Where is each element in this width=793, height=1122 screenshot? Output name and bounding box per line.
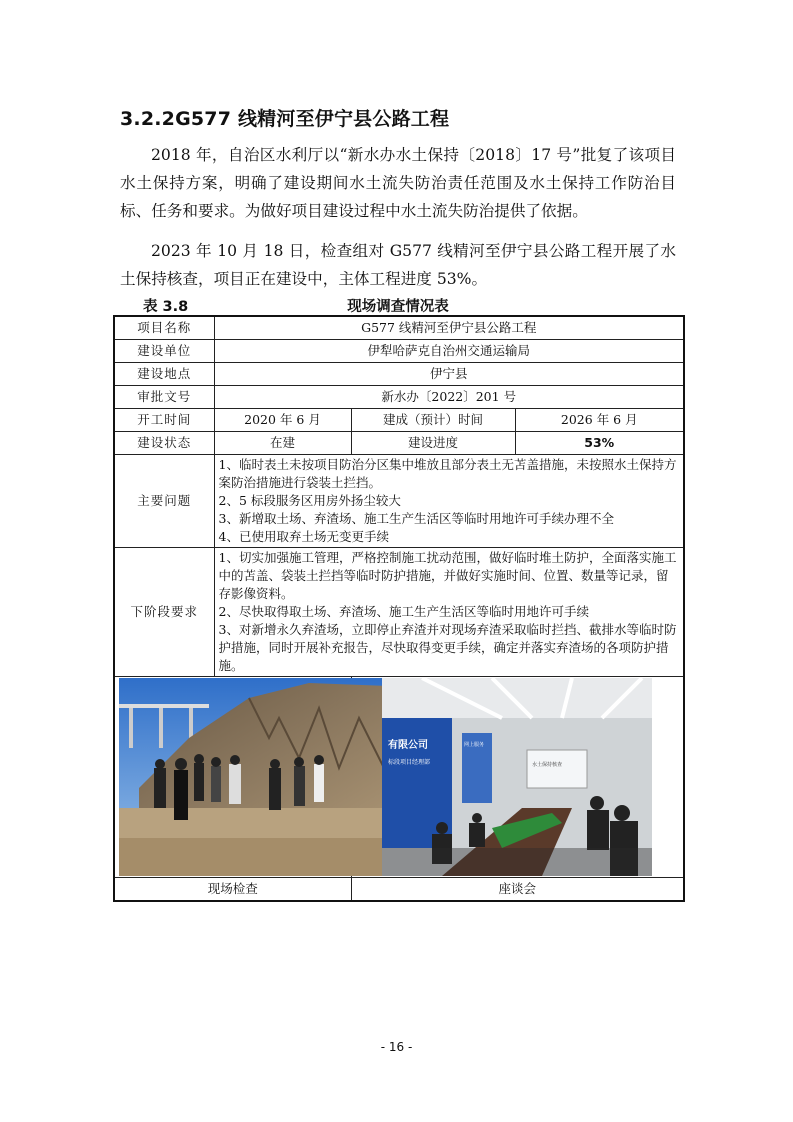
start-value: 2020 年 6 月 [214, 409, 351, 432]
requirement-item: 2、尽快取得取土场、弃渣场、施工生产生活区等临时用地许可手续 [218, 604, 589, 619]
status-value: 在建 [214, 432, 351, 455]
progress-value: 53% [515, 432, 684, 455]
table-row [114, 386, 684, 409]
location-value: 伊宁县 [214, 363, 684, 386]
builder-label: 建设单位 [114, 340, 214, 363]
table-number: 表 3.8 [143, 299, 189, 315]
paragraph-approval: 2018 年，自治区水利厅以“新水办水土保持〔2018〕17 号”批复了该项目水土保持方案，明确了建设期间水土流失防治责任范围及水土保持工作防治目标、任务和要求。为做好项目建设过程中水土流失防治提供了依据。 [120, 146, 676, 220]
photo-site-cell [114, 677, 351, 878]
photo-left-caption: 现场检查 [114, 878, 351, 902]
table-row [114, 409, 684, 432]
paragraph-inspection: 2023 年 10 月 18 日，检查组对 G577 线精河至伊宁县公路工程开展了水土保持核查，项目正在建设中，主体工程进度 53%。 [120, 242, 676, 288]
photo-meeting-cell [351, 677, 684, 878]
status-label: 建设状态 [114, 432, 214, 455]
requirement-item: 3、对新增永久弃渣场，立即停止弃渣并对现场弃渣采取临时拦挡、截排水等临时防护措施，同时开展补充报告，尽快取得变更手续，确定并落实弃渣场的各项防护措施。 [218, 622, 677, 673]
table-title: 现场调查情况表 [347, 299, 449, 315]
table-row [114, 340, 684, 363]
survey-table [113, 315, 685, 902]
issues-cell [214, 455, 684, 548]
screen-text: 水土保持核查 [532, 762, 563, 768]
site-inspection-photo [119, 678, 389, 876]
banner-subtext: 标段项目经理部 [388, 759, 431, 766]
issue-item: 2、5 标段服务区用房外扬尘较大 [218, 493, 401, 508]
table-row [114, 548, 684, 677]
approval-value: 新水办〔2022〕201 号 [214, 386, 684, 409]
table-row [114, 363, 684, 386]
next-cell [214, 548, 684, 677]
approval-label: 审批文号 [114, 386, 214, 409]
project-name-label: 项目名称 [114, 316, 214, 340]
start-label: 开工时间 [114, 409, 214, 432]
location-label: 建设地点 [114, 363, 214, 386]
door-sign-text: 网上服务 [464, 742, 485, 748]
finish-label: 建成（预计）时间 [351, 409, 515, 432]
finish-value: 2026 年 6 月 [515, 409, 684, 432]
project-name-value: G577 线精河至伊宁县公路工程 [214, 316, 684, 340]
issue-item: 1、临时表土未按项目防治分区集中堆放且部分表土无苫盖措施，未按照水土保持方案防治措施进行袋装土拦挡。 [218, 457, 677, 490]
section-heading: 3.2.2G577 线精河至伊宁县公路工程 [120, 108, 450, 130]
issues-label: 主要问题 [114, 455, 214, 548]
banner-text: 有限公司 [388, 740, 429, 751]
table-row [114, 316, 684, 340]
page-number: - 16 - [380, 1040, 413, 1054]
table-row [114, 432, 684, 455]
progress-label: 建设进度 [351, 432, 515, 455]
issue-item: 4、已使用取弃土场无变更手续 [218, 529, 389, 544]
meeting-photo [382, 678, 652, 876]
builder-value: 伊犁哈萨克自治州交通运输局 [214, 340, 684, 363]
issue-item: 3、新增取土场、弃渣场、施工生产生活区等临时用地许可手续办理不全 [218, 511, 614, 526]
next-label: 下阶段要求 [114, 548, 214, 677]
requirement-item: 1、切实加强施工管理，严格控制施工扰动范围，做好临时堆土防护，全面落实施工中的苫盖、袋装土拦挡等临时防护措施，并做好实施时间、位置、数量等记录，留存影像资料。 [218, 550, 677, 601]
table-caption [113, 293, 683, 315]
table-row [114, 677, 684, 878]
table-row [114, 455, 684, 548]
photo-right-caption: 座谈会 [351, 878, 684, 902]
table-row [114, 878, 684, 902]
